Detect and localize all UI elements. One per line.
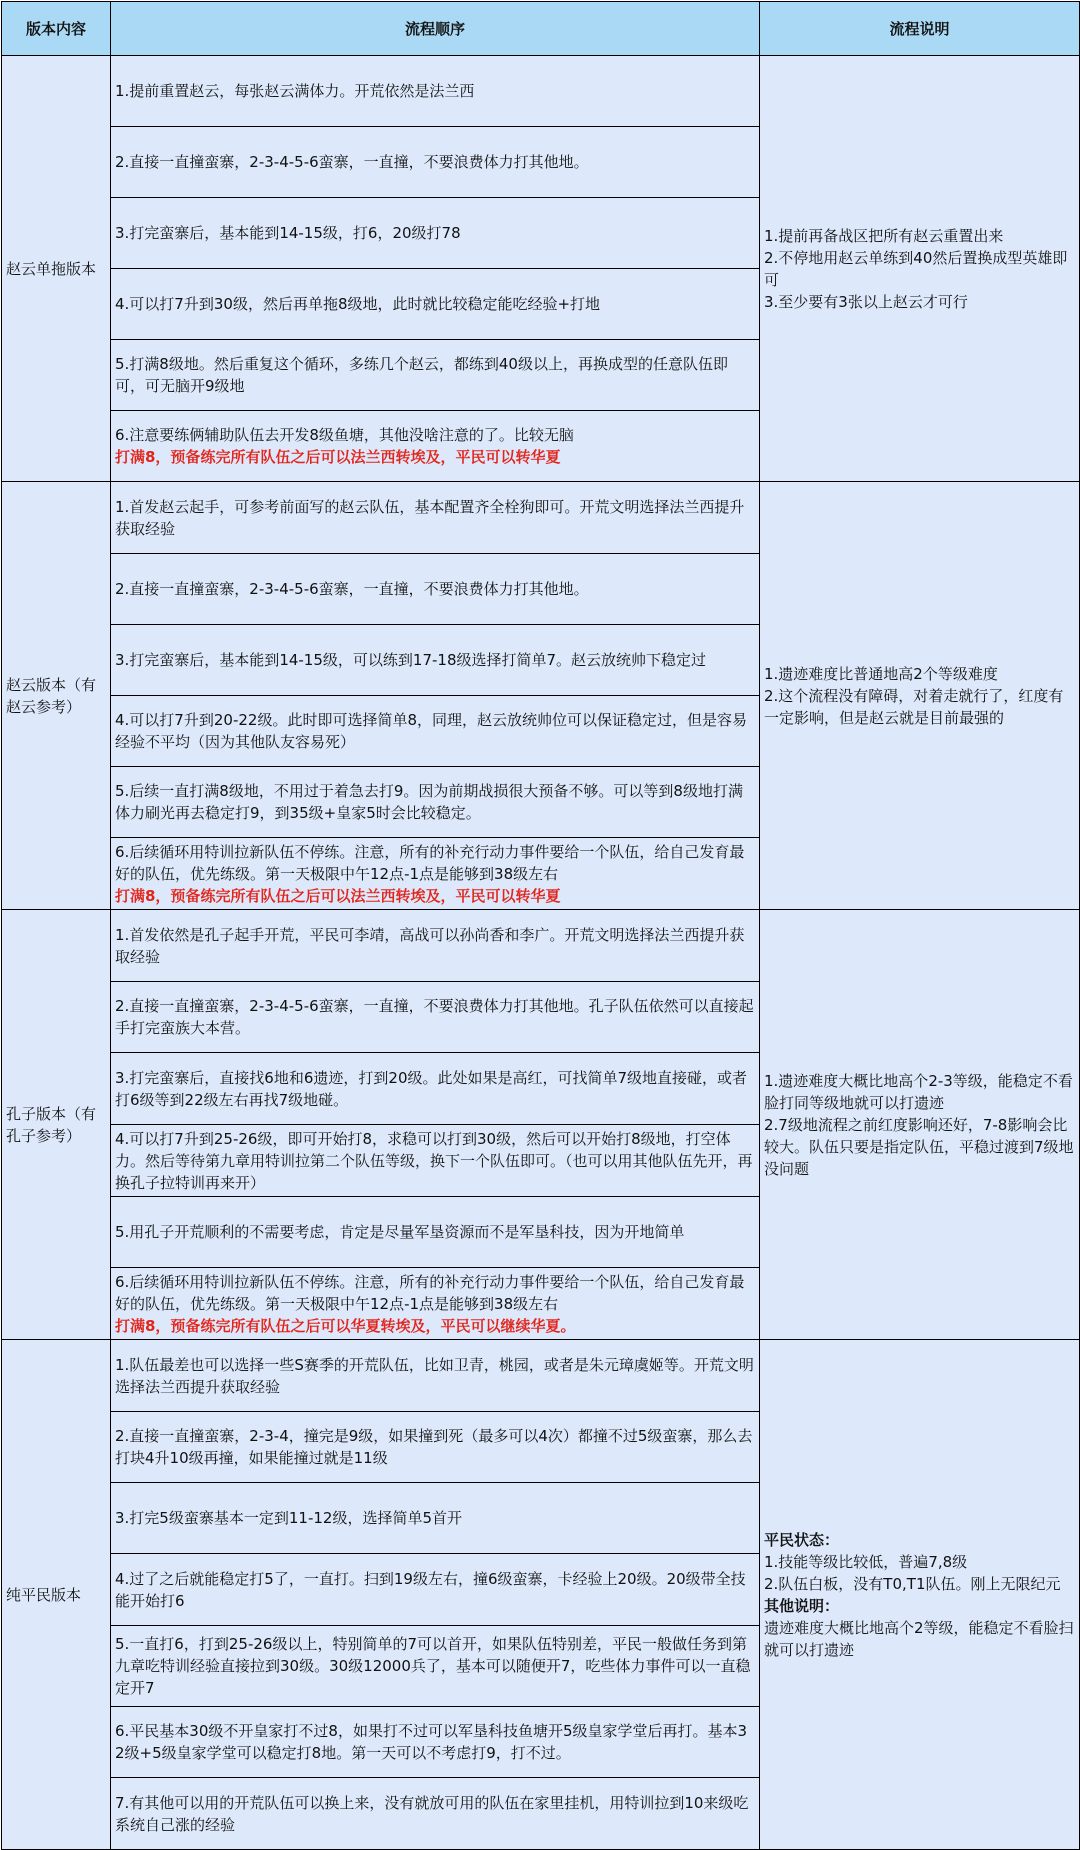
note-line: 2.7级地流程之前红度影响还好，7-8影响会比较大。队伍只要是指定队伍，平稳过渡到7级地没问题 [764,1115,1074,1178]
note-line: 1.遗迹难度比普通地高2个等级难度 [764,664,998,683]
note-line: 1.提前再备战区把所有赵云重置出来 [764,226,1004,245]
header-notes: 流程说明 [760,2,1080,56]
step-cell: 7.有其他可以用的开荒队伍可以换上来，没有就放可用的队伍在家里挂机，用特训拉到10来级吃系统自己涨的经验 [111,1778,760,1850]
highlight-note: 打满8，预备练完所有队伍之后可以法兰西转埃及，平民可以转华夏 [115,886,561,905]
highlight-note: 打满8，预备练完所有队伍之后可以华夏转埃及，平民可以继续华夏。 [115,1316,576,1335]
step-cell: 4.过了之后就能稳定打5了，一直打。扫到19级左右，撞6级蛮寨，卡经验上20级。20级带全技能开始打6 [111,1554,760,1626]
table-row [2,482,1080,554]
step-cell: 4.可以打7升到25-26级，即可开始打8，求稳可以打到30级，然后可以开始打8级地，打空体力。然后等待第九章用特训拉第二个队伍等级，换下一个队伍即可。（也可以用其他队伍先开，再换孔子拉特训再来开） [111,1125,760,1197]
step-cell: 2.直接一直撞蛮寨，2-3-4，撞完是9级，如果撞到死（最多可以4次）都撞不过5级蛮寨，那么去打块4升10级再撞，如果能撞过就是11级 [111,1412,760,1483]
step-cell: 5.后续一直打满8级地，不用过于着急去打9。因为前期战损很大预备不够。可以等到8级地打满体力刷光再去稳定打9，到35级+皇家5时会比较稳定。 [111,767,760,838]
table-row [2,910,1080,982]
notes-cell [760,1340,1080,1850]
notes-cell [760,56,1080,482]
note-line: 1.技能等级比较低，普遍7,8级 [764,1552,968,1571]
note-heading: 其他说明： [764,1596,840,1615]
notes-cell [760,910,1080,1340]
step-cell: 1.首发赵云起手，可参考前面写的赵云队伍，基本配置齐全栓狗即可。开荒文明选择法兰西提升获取经验 [111,482,760,554]
step-cell: 3.打完蛮寨后，基本能到14-15级，可以练到17-18级选择打简单7。赵云放统帅下稳定过 [111,625,760,696]
step-cell: 3.打完蛮寨后，直接找6地和6遗迹，打到20级。此处如果是高红，可找简单7级地直接碰，或者打6级等到22级左右再找7级地碰。 [111,1053,760,1125]
step-cell: 3.打完5级蛮寨基本一定到11-12级，选择简单5首开 [111,1483,760,1554]
step-cell: 1.提前重置赵云，每张赵云满体力。开荒依然是法兰西 [111,56,760,127]
table-row [2,56,1080,127]
step-cell: 5.一直打6，打到25-26级以上，特别简单的7可以首开，如果队伍特别差，平民一般做任务到第九章吃特训经验直接拉到30级。30级12000兵了，基本可以随便开7，吃些体力事件可以一直稳定开7 [111,1626,760,1707]
step-cell: 4.可以打7升到30级，然后再单拖8级地，此时就比较稳定能吃经验+打地 [111,269,760,340]
note-line: 3.至少要有3张以上赵云才可行 [764,292,968,311]
version-cell: 赵云版本（有赵云参考） [2,482,111,910]
note-line: 2.这个流程没有障碍，对着走就行了，红度有一定影响，但是赵云就是目前最强的 [764,686,1064,727]
step-cell: 2.直接一直撞蛮寨，2-3-4-5-6蛮寨，一直撞，不要浪费体力打其他地。 [111,127,760,198]
header-row [2,2,1080,56]
note-heading: 平民状态： [764,1530,840,1549]
version-cell: 赵云单拖版本 [2,56,111,482]
note-line: 2.队伍白板，没有T0,T1队伍。刚上无限纪元 [764,1574,1061,1593]
note-line: 1.遗迹难度大概比地高个2-3等级，能稳定不看脸打同等级地就可以打遗迹 [764,1071,1073,1112]
step-cell [111,838,760,910]
step-cell: 5.打满8级地。然后重复这个循环，多练几个赵云，都练到40级以上，再换成型的任意队伍即可，可无脑开9级地 [111,340,760,411]
notes-cell [760,482,1080,910]
step-cell: 2.直接一直撞蛮寨，2-3-4-5-6蛮寨，一直撞，不要浪费体力打其他地。 [111,554,760,625]
step-cell: 3.打完蛮寨后，基本能到14-15级，打6，20级打78 [111,198,760,269]
step-cell: 6.平民基本30级不开皇家打不过8，如果打不过可以军垦科技鱼塘开5级皇家学堂后再打。基本32级+5级皇家学堂可以稳定打8地。第一天可以不考虑打9，打不过。 [111,1707,760,1778]
step-cell: 2.直接一直撞蛮寨，2-3-4-5-6蛮寨，一直撞，不要浪费体力打其他地。孔子队伍依然可以直接起手打完蛮族大本营。 [111,982,760,1053]
step-cell [111,411,760,482]
header-version: 版本内容 [2,2,111,56]
step-cell [111,1268,760,1340]
guide-table [1,1,1080,1850]
step-cell: 1.首发依然是孔子起手开荒，平民可李靖，高战可以孙尚香和李广。开荒文明选择法兰西提升获取经验 [111,910,760,982]
note-line: 遗迹难度大概比地高个2等级，能稳定不看脸扫就可以打遗迹 [764,1618,1074,1659]
table-row [2,1340,1080,1412]
step-text: 6.注意要练俩辅助队伍去开发8级鱼塘，其他没啥注意的了。比较无脑 [115,426,574,444]
step-cell: 1.队伍最差也可以选择一些S赛季的开荒队伍，比如卫青，桃园，或者是朱元璋虞姬等。开荒文明选择法兰西提升获取经验 [111,1340,760,1412]
header-steps: 流程顺序 [111,2,760,56]
step-text: 6.后续循环用特训拉新队伍不停练。注意，所有的补充行动力事件要给一个队伍，给自己发育最好的队伍，优先练级。第一天极限中午12点-1点是能够到38级左右 [115,1272,745,1313]
step-text: 6.后续循环用特训拉新队伍不停练。注意，所有的补充行动力事件要给一个队伍，给自己发育最好的队伍，优先练级。第一天极限中午12点-1点是能够到38级左右 [115,842,745,883]
version-cell: 纯平民版本 [2,1340,111,1850]
note-line: 2.不停地用赵云单练到40然后置换成型英雄即可 [764,248,1068,289]
version-cell: 孔子版本（有孔子参考） [2,910,111,1340]
step-cell: 5.用孔子开荒顺利的不需要考虑，肯定是尽量军垦资源而不是军垦科技，因为开地简单 [111,1197,760,1268]
highlight-note: 打满8，预备练完所有队伍之后可以法兰西转埃及，平民可以转华夏 [115,448,561,466]
step-cell: 4.可以打7升到20-22级。此时即可选择简单8，同理，赵云放统帅位可以保证稳定过，但是容易经验不平均（因为其他队友容易死） [111,696,760,767]
